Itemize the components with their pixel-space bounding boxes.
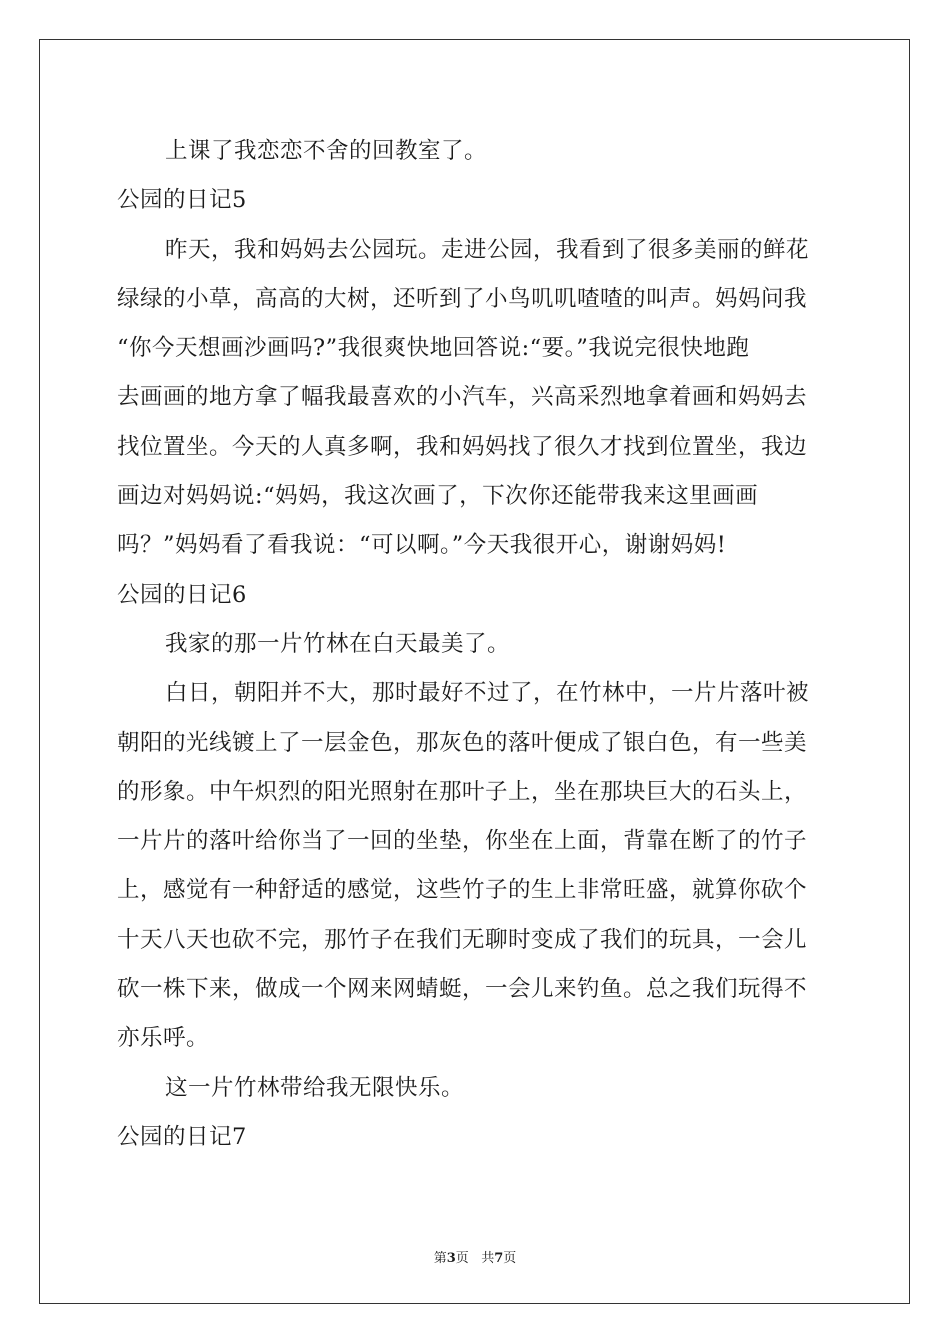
paragraph-line: “你今天想画沙画吗?”我很爽快地回答说:“要。”我说完很快地跑 [117,335,750,362]
total-unit: 页 [503,1251,517,1266]
paragraph-line: 亦乐呼。 [117,1025,210,1052]
paragraph-line: 上，感觉有一种舒适的感觉，这些竹子的生上非常旺盛，就算你砍个 [117,877,808,904]
paragraph-line: 这一片竹林带给我无限快乐。 [165,1074,465,1101]
total-prefix: 共 [481,1251,495,1266]
page-prefix: 第 [433,1251,447,1266]
section-heading: 公园的日记6 [117,581,247,608]
paragraph-line: 朝阳的光线镀上了一层金色，那灰色的落叶便成了银白色，有一些美 [117,729,808,756]
total-page-number: 7 [494,1251,504,1266]
paragraph-line: 昨天，我和妈妈去公园玩。走进公园，我看到了很多美丽的鲜花 [165,236,810,263]
paragraph-line: 去画画的地方拿了幅我最喜欢的小汽车，兴高采烈地拿着画和妈妈去 [117,384,808,411]
section-heading: 公园的日记7 [117,1123,247,1150]
paragraph-line: 绿绿的小草，高高的大树，还听到了小鸟叽叽喳喳的叫声。妈妈问我 [117,285,808,312]
page-unit: 页 [455,1251,469,1266]
paragraph-line: 我家的那一片竹林在白天最美了。 [165,630,511,657]
paragraph-line: 上课了我恋恋不舍的回教室了。 [165,138,488,164]
current-page-number: 3 [446,1251,456,1266]
document-body [117,127,833,1162]
paragraph-line: 一片片的落叶给你当了一回的坐垫，你坐在上面，背靠在断了的竹子 [117,828,808,855]
paragraph-line: 找位置坐。今天的人真多啊，我和妈妈找了很久才找到位置坐，我边 [117,433,808,460]
paragraph-line: 的形象。中午炽烈的阳光照射在那叶子上，坐在那块巨大的石头上， [117,778,808,805]
paragraph-line: 画边对妈妈说:“妈妈，我这次画了，下次你还能带我来这里画画 [117,483,759,510]
paragraph-line: 十天八天也砍不完，那竹子在我们无聊时变成了我们的玩具，一会儿 [117,926,808,953]
section-heading: 公园的日记5 [117,187,247,214]
page-footer [0,1247,950,1266]
paragraph-line: 白日，朝阳并不大，那时最好不过了，在竹林中，一片片落叶被 [165,680,810,707]
paragraph-line: 砍一株下来，做成一个网来网蜻蜓，一会儿来钓鱼。总之我们玩得不 [117,976,808,1003]
paragraph-line: 吗？”妈妈看了看我说：“可以啊。”今天我很开心，谢谢妈妈! [117,532,727,559]
